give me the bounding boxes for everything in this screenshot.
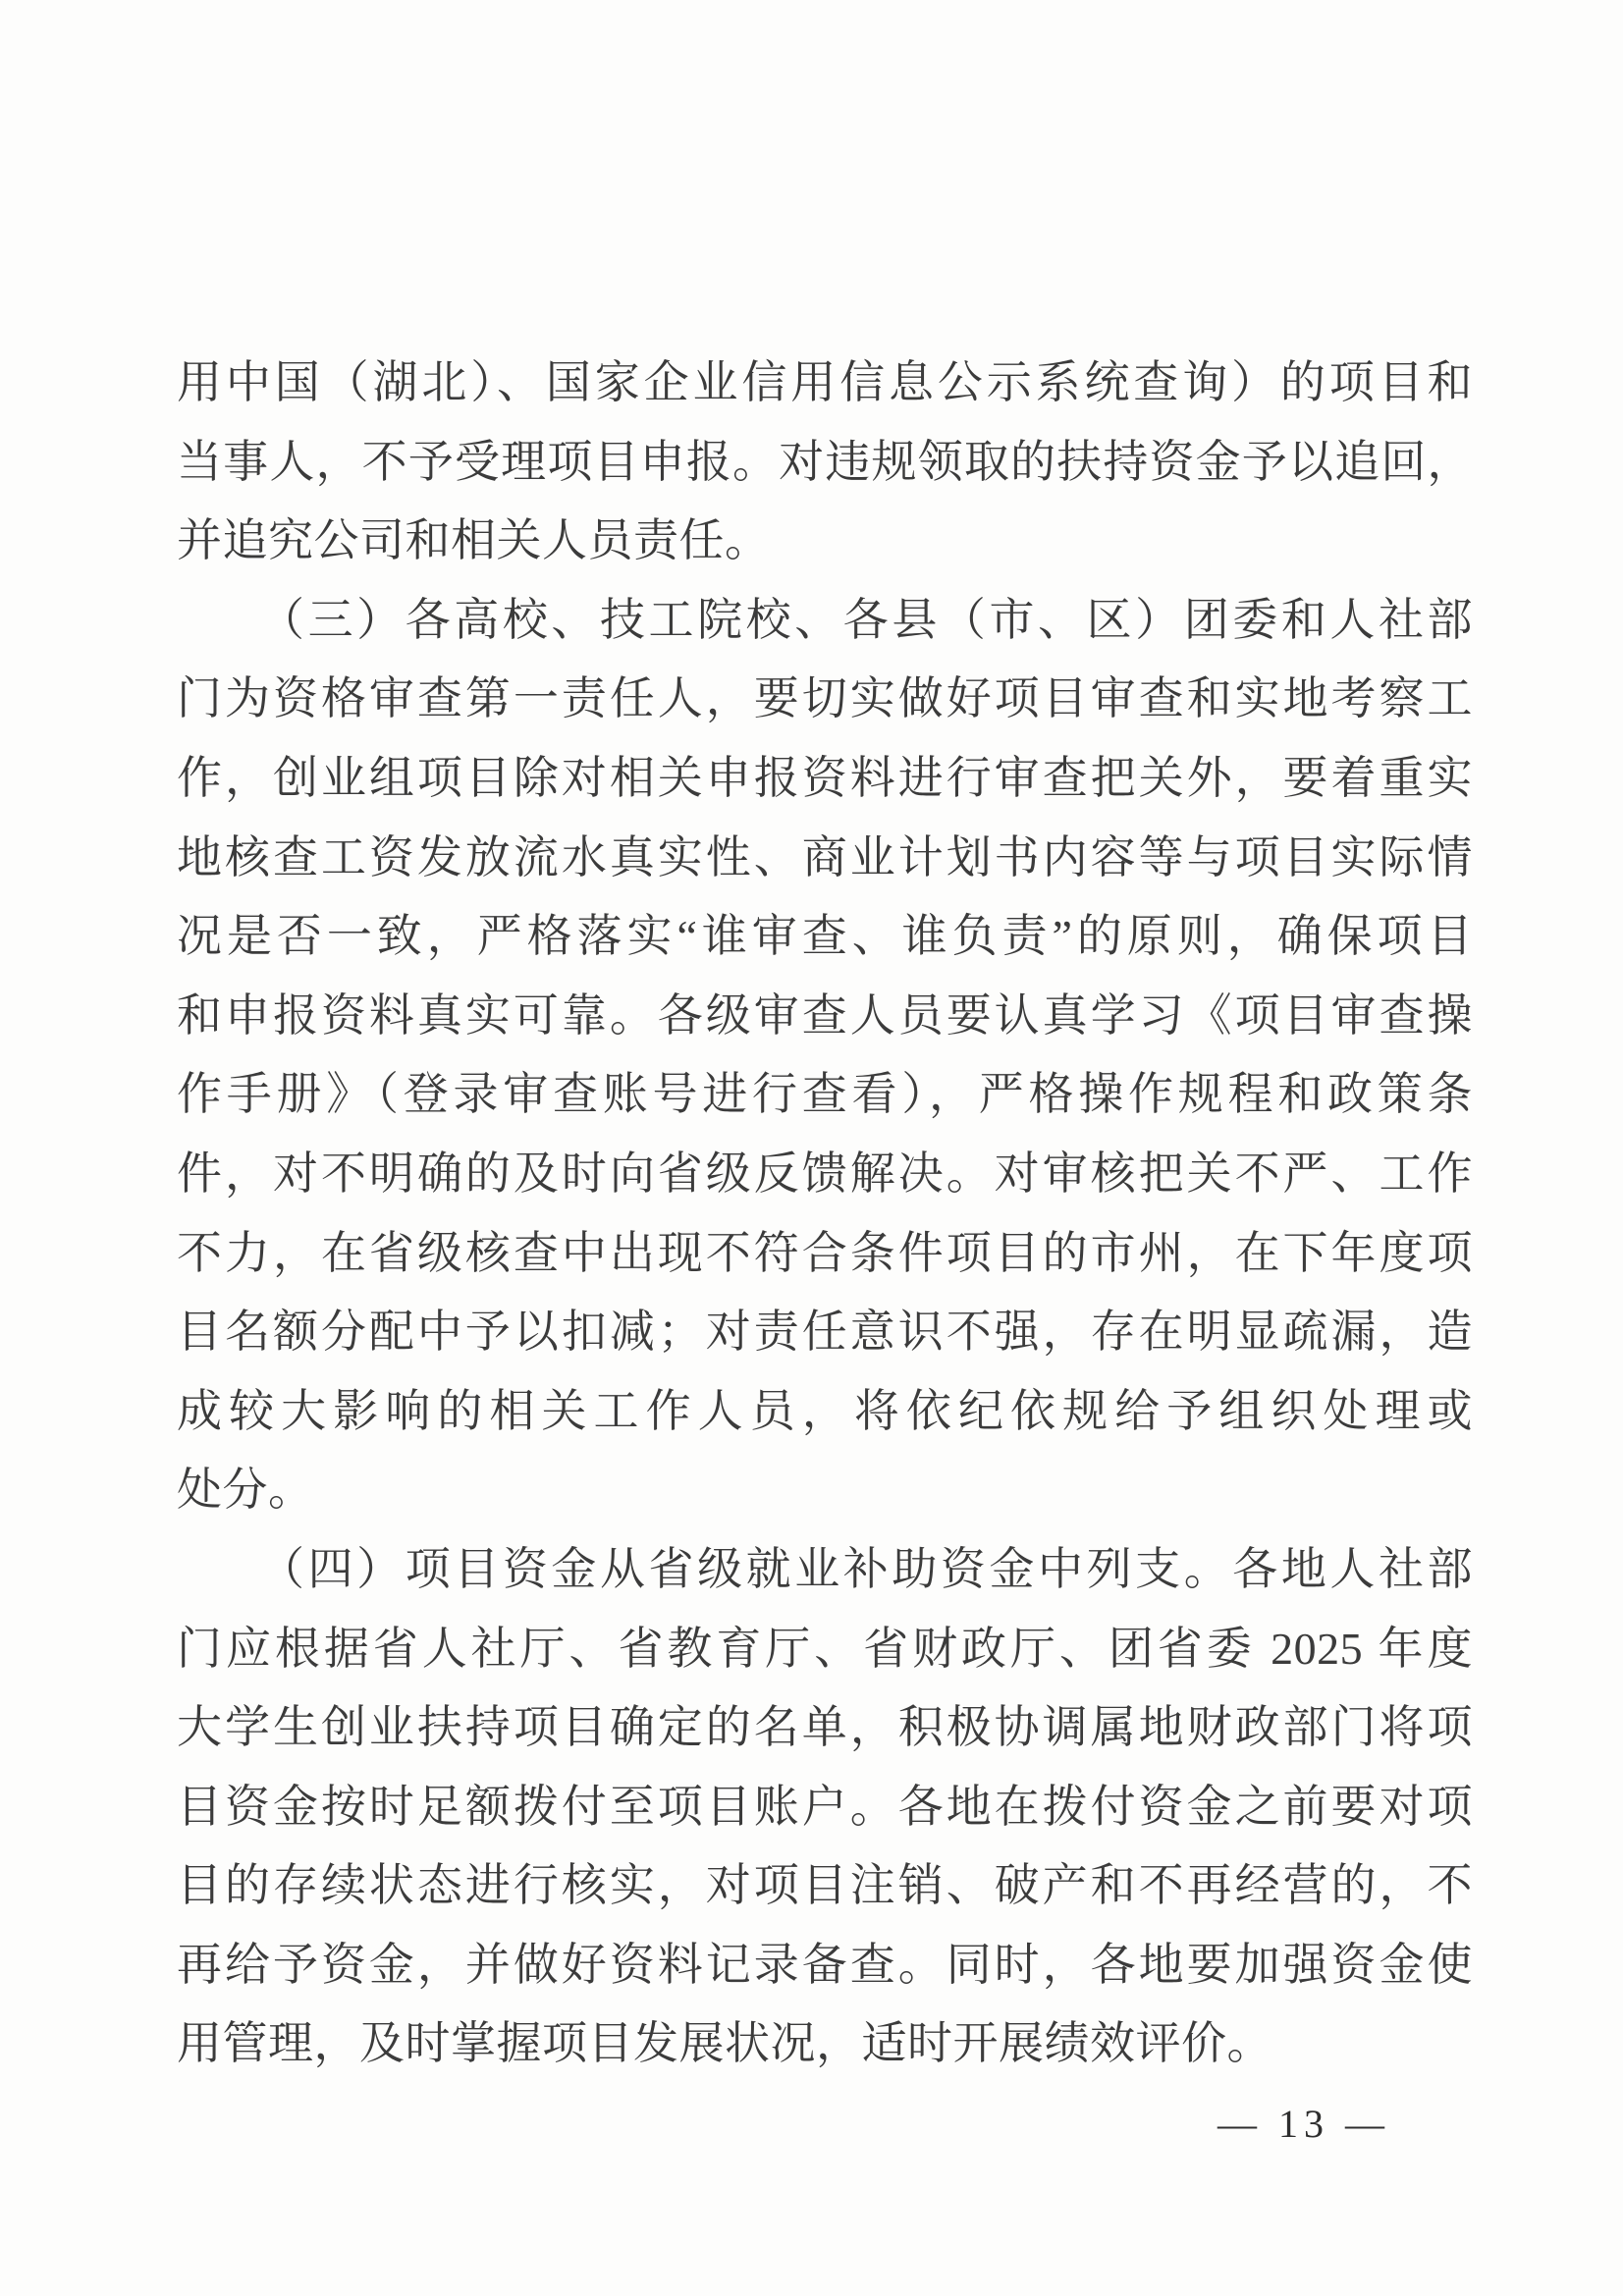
text-line: 件，对不明确的及时向省级反馈解决。对审核把关不严、工作 (177, 1148, 1473, 1199)
text-line: 目资金按时足额拨付至项目账户。各地在拨付资金之前要对项 (177, 1781, 1473, 1832)
text-line: 目名额分配中予以扣减；对责任意识不强，存在明显疏漏，造 (177, 1307, 1473, 1358)
text-line: 用中国（湖北）、国家企业信用信息公示系统查询）的项目和 (177, 357, 1473, 407)
text-line: 并追究公司和相关人员责任。 (177, 515, 771, 566)
text-line: （三）各高校、技工院校、各县（市、区）团委和人社部 (259, 594, 1473, 645)
text-line: 地核查工资发放流水真实性、商业计划书内容等与项目实际情 (177, 831, 1473, 882)
text-line: 当事人，不予受理项目申报。对违规领取的扶持资金予以追回， (177, 436, 1473, 487)
text-line: 门应根据省人社厅、省教育厅、省财政厅、团省委 2025 年度 (177, 1623, 1473, 1674)
text-line: 和申报资料真实可靠。各级审查人员要认真学习《项目审查操 (177, 989, 1473, 1041)
text-line: 作手册》（登录审查账号进行查看），严格操作规程和政策条 (177, 1069, 1473, 1120)
text-line: 目的存续状态进行核实，对项目注销、破产和不再经营的，不 (177, 1860, 1473, 1911)
page-number: — 13 — (1217, 2102, 1390, 2146)
body-text-block (177, 344, 1473, 2084)
text-line: 门为资格审查第一责任人，要切实做好项目审查和实地考察工 (177, 673, 1473, 724)
text-line: 用管理，及时掌握项目发展状况，适时开展绩效评价。 (177, 2018, 1272, 2069)
text-line: 再给予资金，并做好资料记录备查。同时，各地要加强资金使 (177, 1939, 1473, 1990)
text-line: 处分。 (177, 1465, 314, 1516)
text-line: 作，创业组项目除对相关申报资料进行审查把关外，要着重实 (177, 752, 1473, 803)
text-line: 不力，在省级核查中出现不符合条件项目的市州，在下年度项 (177, 1227, 1473, 1278)
text-line: 成较大影响的相关工作人员，将依纪依规给予组织处理或 (177, 1385, 1473, 1436)
text-line: 大学生创业扶持项目确定的名单，积极协调属地财政部门将项 (177, 1702, 1473, 1753)
text-line: （四）项目资金从省级就业补助资金中列支。各地人社部 (259, 1543, 1473, 1594)
text-line: 况是否一致，严格落实“谁审查、谁负责”的原则，确保项目 (177, 911, 1473, 962)
